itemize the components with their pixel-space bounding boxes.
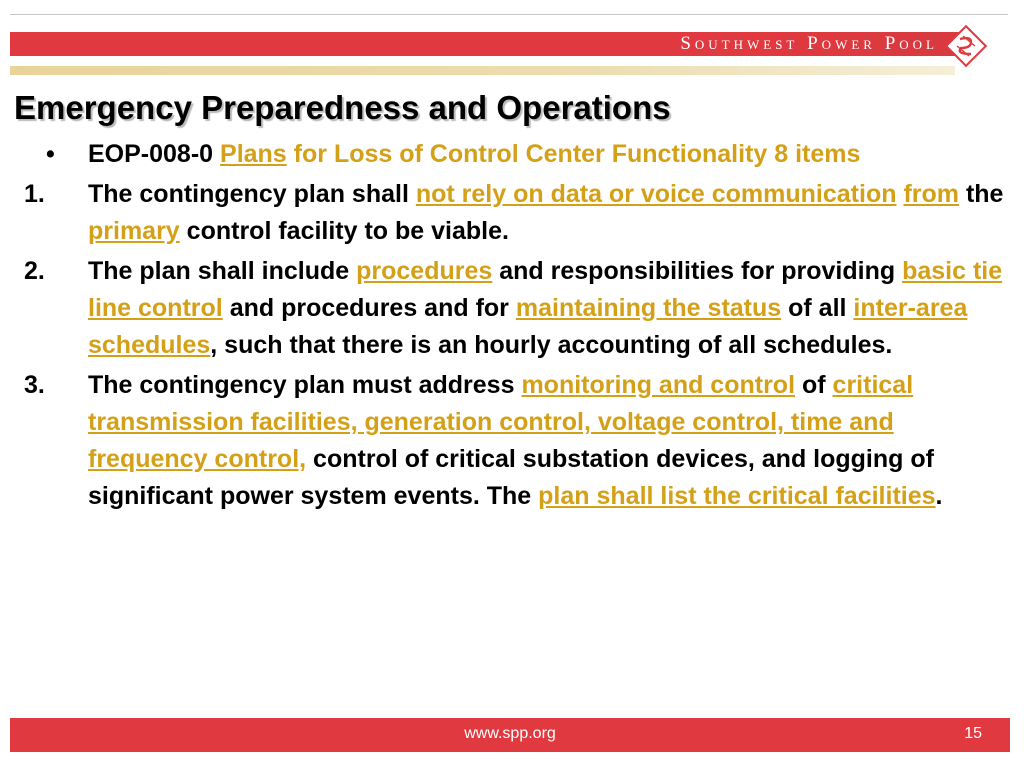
list-item-2 <box>24 253 1014 364</box>
item-text: The contingency plan must address <box>88 371 515 399</box>
item-link[interactable]: procedures <box>356 257 493 285</box>
item-content <box>88 176 1008 250</box>
item-text: of all <box>788 294 847 322</box>
plans-link[interactable]: Plans <box>220 140 287 168</box>
page-number: 15 <box>964 725 982 742</box>
item-text: The contingency plan shall <box>88 180 409 208</box>
body-list <box>24 136 1014 518</box>
item-link[interactable]: maintaining the status <box>515 294 782 322</box>
item-link[interactable]: inter-area schedules <box>88 294 968 359</box>
item-text: the <box>965 180 1004 208</box>
item-link[interactable]: critical transmission facilities, generation control, voltage control, time and frequency control, <box>88 371 914 473</box>
item-link[interactable]: not rely on data or voice communication <box>415 180 897 208</box>
item-link[interactable]: basic tie line control <box>88 257 1003 322</box>
list-item-1 <box>24 176 1014 250</box>
item-text: and procedures and for <box>229 294 509 322</box>
bullet-content <box>88 136 1008 173</box>
bullet-rest: for Loss of Control Center Functionality 8 items <box>293 140 861 168</box>
item-link[interactable]: from <box>903 180 959 208</box>
gold-band <box>10 66 955 75</box>
item-text: and responsibilities for providing <box>499 257 896 285</box>
item-text: control facility to be viable. <box>186 217 509 245</box>
item-number: 3. <box>24 371 45 399</box>
item-text: The plan shall include <box>88 257 350 285</box>
item-text: , such that there is an hourly accounting of all schedules. <box>210 331 893 359</box>
item-text: . <box>935 482 943 510</box>
item-link[interactable]: plan shall list the critical facilities <box>538 482 936 510</box>
spp-logo-icon <box>944 24 988 68</box>
item-content <box>88 367 1008 515</box>
footer-url[interactable]: www.spp.org <box>464 725 556 742</box>
footer-band <box>10 718 1010 752</box>
bullet-marker: • <box>46 140 55 168</box>
list-item-3 <box>24 367 1014 515</box>
brand-name: Southwest Power Pool <box>680 33 938 54</box>
item-text: control of critical substation devices, and logging of significant power system events. The <box>88 445 934 510</box>
bullet-item <box>24 136 1014 173</box>
standard-code: EOP-008-0 <box>88 140 214 168</box>
item-text: of <box>801 371 826 399</box>
item-content <box>88 253 1008 364</box>
item-link[interactable]: monitoring and control <box>521 371 796 399</box>
item-link[interactable]: primary <box>88 217 180 245</box>
top-rule <box>10 14 1008 15</box>
slide-title: Emergency Preparedness and Operations <box>14 89 671 126</box>
item-number: 1. <box>24 180 45 208</box>
item-number: 2. <box>24 257 45 285</box>
